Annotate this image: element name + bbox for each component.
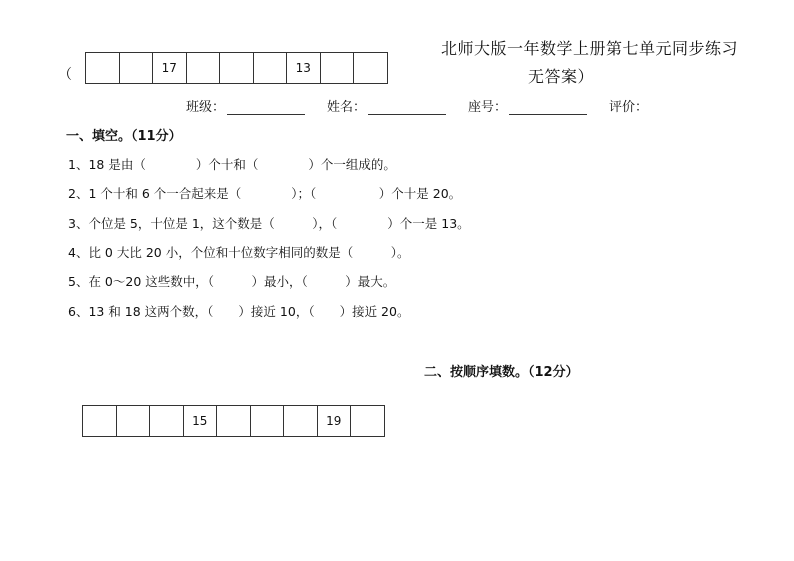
top-sequence-cell[interactable] (120, 52, 154, 84)
bottom-sequence-cell[interactable] (117, 405, 151, 437)
left-parenthesis: （ (58, 67, 73, 83)
student-info-row (186, 96, 648, 115)
grade-label: 评价： (609, 100, 649, 115)
top-sequence-cell[interactable] (321, 52, 355, 84)
top-sequence-cell: 17 (153, 52, 187, 84)
top-sequence-cell[interactable] (187, 52, 221, 84)
question-2: 2、1 个十和 6 个一合起来是（ ）；（ ）个十是 20。 (68, 186, 462, 201)
top-sequence-cell[interactable] (86, 52, 120, 84)
bottom-sequence-cell[interactable] (284, 405, 318, 437)
worksheet-title-line1: 北师大版一年数学上册第七单元同步练习 (441, 39, 739, 58)
bottom-sequence-cell: 19 (318, 405, 352, 437)
top-sequence-cell: 13 (287, 52, 321, 84)
bottom-number-sequence (82, 405, 385, 437)
question-5: 5、在 0～20 这些数中，（ ）最小，（ ）最大。 (68, 274, 396, 289)
top-sequence-cell[interactable] (254, 52, 288, 84)
seat-blank[interactable] (509, 100, 587, 115)
question-1: 1、18 是由（ ）个十和（ ）个一组成的。 (68, 157, 396, 172)
bottom-sequence-cell: 15 (184, 405, 218, 437)
top-sequence-cell[interactable] (354, 52, 388, 84)
worksheet-title-line2: 无答案） (528, 67, 595, 86)
top-sequence-cell[interactable] (220, 52, 254, 84)
bottom-sequence-cell[interactable] (251, 405, 285, 437)
class-label: 班级： (186, 100, 226, 115)
bottom-sequence-cell[interactable] (83, 405, 117, 437)
question-6: 6、13 和 18 这两个数，（ ）接近 10，（ ）接近 20。 (68, 304, 410, 319)
name-blank[interactable] (368, 100, 446, 115)
section1-heading: 一、填空。（11分） (66, 129, 182, 144)
top-number-sequence (85, 52, 388, 84)
seat-label: 座号： (468, 100, 508, 115)
question-3: 3、个位是 5，十位是 1，这个数是（ ），（ ）个一是 13。 (68, 216, 470, 231)
bottom-sequence-cell[interactable] (217, 405, 251, 437)
bottom-sequence-cell[interactable] (351, 405, 385, 437)
question-4: 4、比 0 大比 20 小，个位和十位数字相同的数是（ ）。 (68, 245, 410, 260)
bottom-sequence-cell[interactable] (150, 405, 184, 437)
section2-heading: 二、按顺序填数。（12分） (424, 365, 579, 380)
name-label: 姓名： (327, 100, 367, 115)
class-blank[interactable] (227, 100, 305, 115)
